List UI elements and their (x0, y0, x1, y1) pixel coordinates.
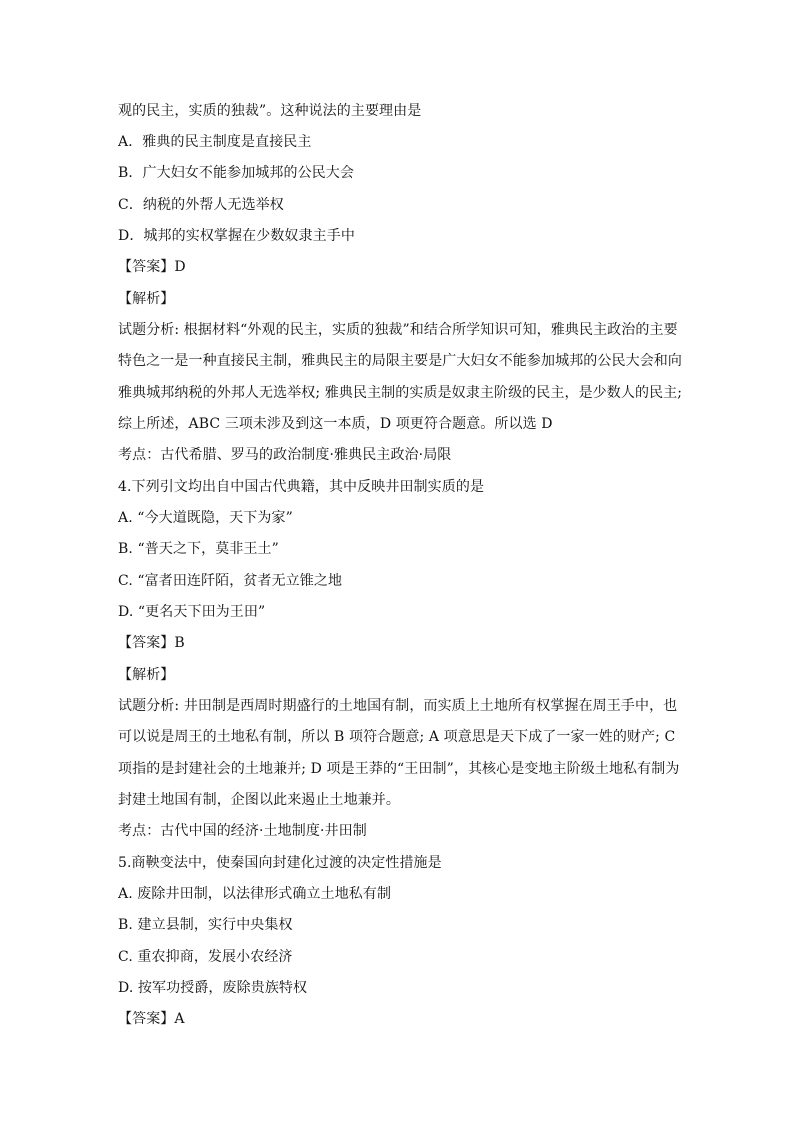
analysis-text-line: 封建土地国有制，企图以此来遏止土地兼并。 (118, 792, 400, 808)
option-b: B. “普天之下，莫非王土” (118, 541, 279, 557)
key-point-line: 考点：古代中国的经济·土地制度·井田制 (118, 823, 367, 839)
analysis-label: 【解析】 (118, 667, 175, 683)
option-a: A. 废除井田制，以法律形式确立土地私有制 (118, 886, 392, 902)
option-c: C．纳税的外帮人无选举权 (118, 197, 284, 213)
question-4: 4.下列引文均出自中国古代典籍，其中反映井田制实质的是 (118, 479, 485, 495)
answer-label: 【答案】D (118, 259, 186, 275)
analysis-text-line: 项指的是封建社会的土地兼并; D 项是王莽的“王田制”，其核心是变地主阶级土地私有制为 (118, 761, 680, 777)
text-line: 观的民主，实质的独裁”。这种说法的主要理由是 (118, 103, 422, 119)
option-c: C. 重农抑商，发展小农经济 (118, 949, 293, 965)
option-c: C. “富者田连阡陌，贫者无立锥之地 (118, 573, 343, 589)
analysis-text-line: 试题分析: 井田制是西周时期盛行的土地国有制，而实质上土地所有权掌握在周王手中，也 (118, 698, 678, 714)
analysis-text-line: 可以说是周王的土地私有制，所以 B 项符合题意; A 项意思是天下成了一家一姓的财产; C (118, 729, 676, 745)
option-d: D. 按军功授爵，废除贵族特权 (118, 980, 308, 996)
option-d: D. “更名天下田为王田” (118, 604, 266, 620)
analysis-text-line: 试题分析: 根据材料“外观的民主，实质的独裁”和结合所学知识可知，雅典民主政治的主要 (118, 322, 678, 338)
option-a: A. “今大道既隐，天下为家” (118, 510, 293, 526)
option-d: D．城邦的实权掌握在少数奴隶主手中 (118, 228, 355, 244)
question-5: 5.商鞅变法中，使秦国向封建化过渡的决定性措施是 (118, 855, 442, 871)
answer-label: 【答案】A (118, 1011, 185, 1027)
option-b: B. 建立县制，实行中央集权 (118, 917, 293, 933)
option-a: A．雅典的民主制度是直接民主 (118, 134, 312, 150)
analysis-text-line: 综上所述，ABC 三项未涉及到这一本质，D 项更符合题意。所以选 D (118, 416, 553, 432)
analysis-label: 【解析】 (118, 291, 175, 307)
key-point-line: 考点：古代希腊、罗马的政治制度·雅典民主政治·局限 (118, 447, 452, 463)
option-b: B．广大妇女不能参加城邦的公民大会 (118, 165, 354, 181)
analysis-text-line: 雅典城邦纳税的外邦人无选举权; 雅典民主制的实质是奴隶主阶级的民主，是少数人的民主; (118, 385, 683, 401)
analysis-text-line: 特色之一是一种直接民主制，雅典民主的局限主要是广大妇女不能参加城邦的公民大会和向 (118, 353, 682, 369)
answer-label: 【答案】B (118, 635, 185, 651)
